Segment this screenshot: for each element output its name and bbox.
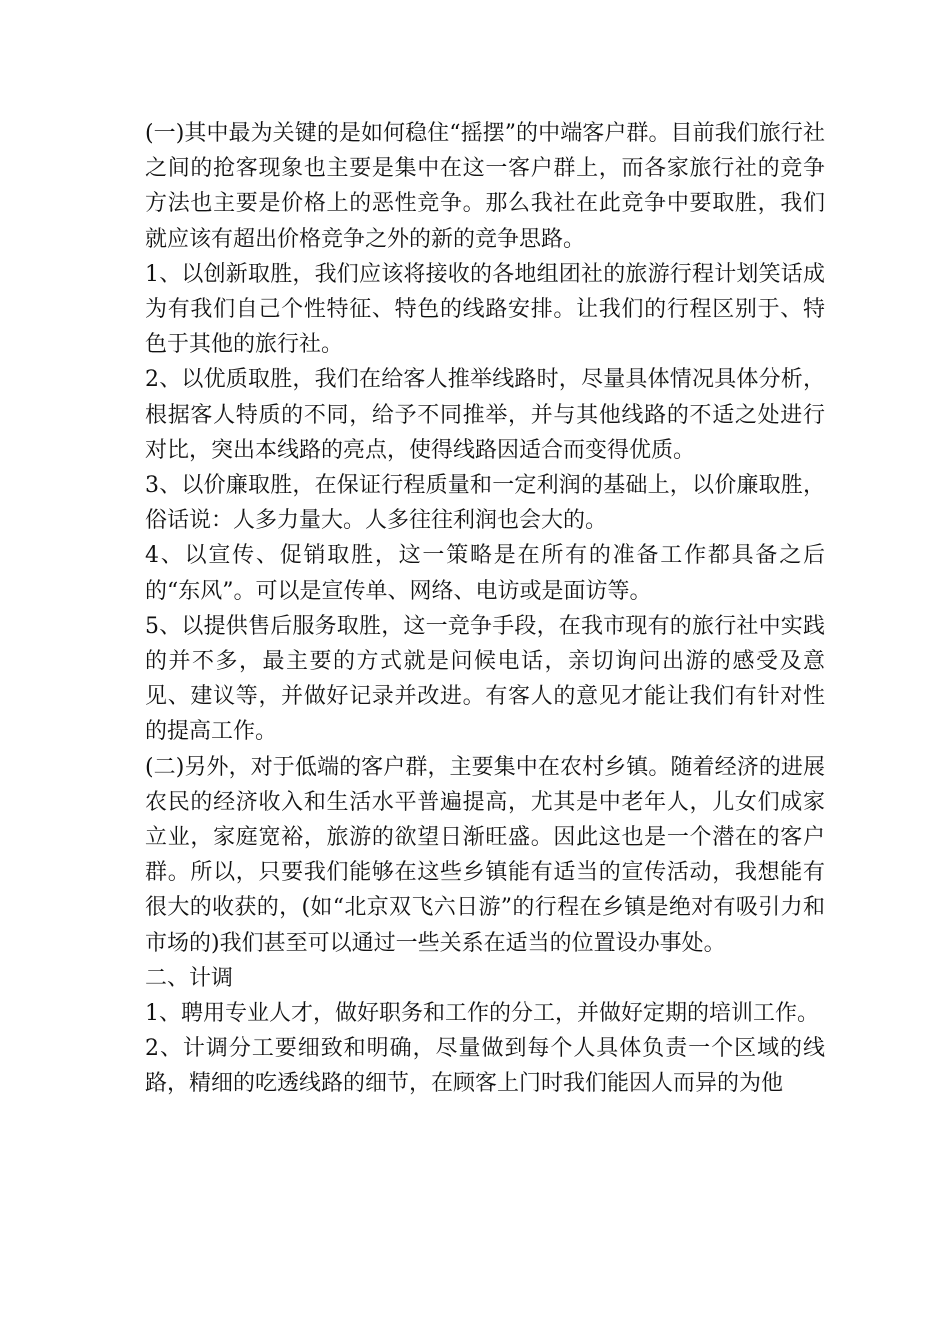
paragraph-7: (二)另外，对于低端的客户群，主要集中在农村乡镇。随着经济的进展农民的经济收入和生活水平普遍提高，尤其是中老年人，儿女们成家立业，家庭宽裕，旅游的欲望日渐旺盛。因此这也是一个潜在的客户群。所以，只要我们能够在这些乡镇能有适当的宣传活动，我想能有很大的收获的，(如“北京双飞六日游”的行程在乡镇是绝对有吸引力和市场的)我们甚至可以通过一些关系在适当的位置设办事处。 xyxy=(145,754,825,956)
paragraph-8: 1、聘用专业人才，做好职务和工作的分工，并做好定期的培训工作。 xyxy=(145,1001,819,1027)
paragraph-5: 4、以宣传、促销取胜，这一策略是在所有的准备工作都具备之后的“东风”。可以是宣传单、网络、电访或是面访等。 xyxy=(145,543,825,604)
paragraph-6: 5、以提供售后服务取胜，这一竞争手段，在我市现有的旅行社中实践的并不多，最主要的方式就是问候电话，亲切询问出游的感受及意见、建议等，并做好记录并改进。有客人的意见才能让我们有针对性的提高工作。 xyxy=(145,613,825,745)
paragraph-1: (一)其中最为关键的是如何稳住“摇摆”的中端客户群。目前我们旅行社之间的抢客现象也主要是集中在这一客户群上，而各家旅行社的竞争方法也主要是价格上的恶性竞争。那么我社在此竞争中要取胜，我们就应该有超出价格竞争之外的新的竞争思路。 xyxy=(145,121,825,252)
paragraph-2: 1、以创新取胜，我们应该将接收的各地组团社的旅游行程计划笑话成为有我们自己个性特征、特色的线路安排。让我们的行程区别于、特色于其他的旅行社。 xyxy=(145,261,825,358)
paragraph-3: 2、以优质取胜，我们在给客人推举线路时，尽量具体情况具体分析，根据客人特质的不同，给予不同推举，并与其他线路的不适之处进行对比，突出本线路的亮点，使得线路因适合而变得优质。 xyxy=(145,367,825,463)
document-body xyxy=(145,116,825,1102)
paragraph-4: 3、以价廉取胜，在保证行程质量和一定利润的基础上，以价廉取胜，俗话说：人多力量大。人多往往利润也会大的。 xyxy=(145,473,825,534)
paragraph-9: 2、计调分工要细致和明确，尽量做到每个人具体负责一个区域的线路，精细的吃透线路的细节，在顾客上门时我们能因人而异的为他 xyxy=(145,1036,825,1097)
section-heading: 二、计调 xyxy=(145,965,234,991)
